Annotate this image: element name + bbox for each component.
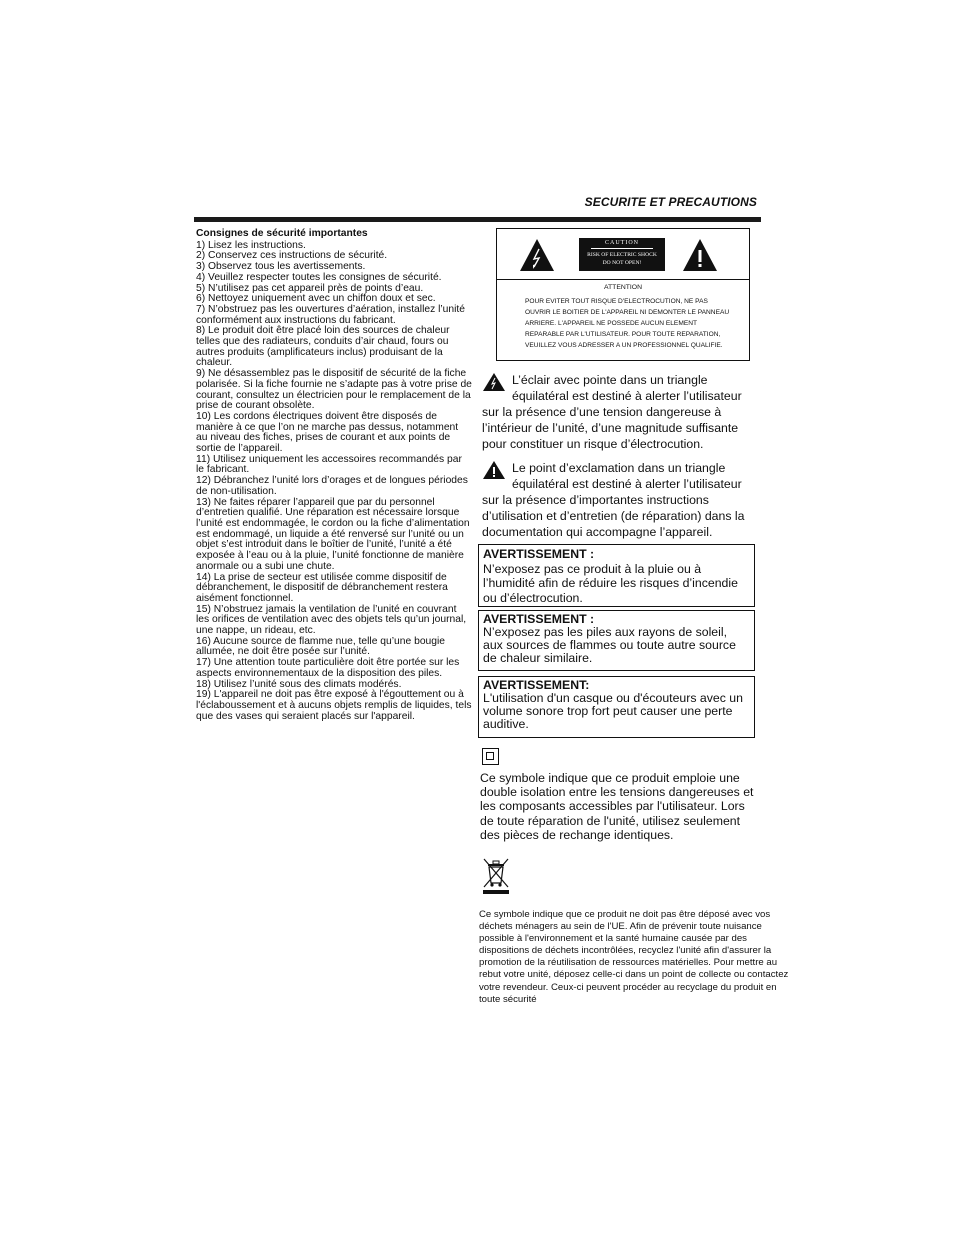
warning-box-batteries xyxy=(478,610,755,671)
list-item: 3) Observez tous les avertissements. xyxy=(196,261,366,273)
safety-instructions-list xyxy=(196,241,472,723)
list-item: 7) N’obstruez pas les ouvertures d’aération, installez l’unité conformément aux instructions du fabricant. xyxy=(196,303,466,326)
warning-title: AVERTISSEMENT : xyxy=(483,547,595,561)
caution-risk-label xyxy=(579,238,665,271)
list-item: 4) Veuillez respecter toutes les consignes de sécurité. xyxy=(196,271,442,283)
lightning-triangle-icon xyxy=(482,372,506,392)
list-item: 9) Ne désassemblez pas le dispositif de sécurité de la fiche polarisée. Si la fiche fournie ne s’adapte pas à votre prise de courant, consultez un électricien pour le remplacement de la prise de courant obsolète. xyxy=(196,368,472,412)
risk-text: RISK OF ELECTRIC SHOCK xyxy=(587,252,657,258)
page-section-title: SECURITE ET PRECAUTIONS xyxy=(584,195,757,209)
warning-box-rain xyxy=(478,544,755,607)
list-item: 8) Le produit doit être placé loin des sources de chaleur telles que des radiateurs, conduits d’air chaud, fours ou autres produits (amplificateurs inclus) produisant de la chaleur. xyxy=(196,325,450,369)
list-item: 17) Une attention toute particulière doit être portée sur les aspects environnementaux de la disposition des piles. xyxy=(196,657,460,679)
do-not-open-text: DO NOT OPEN! xyxy=(602,260,642,266)
double-insulation-icon xyxy=(482,748,499,765)
warning-box-headphones xyxy=(478,676,755,738)
caution-label xyxy=(496,228,750,361)
caution-label-header xyxy=(497,229,749,280)
weee-disposal-text: Ce symbole indique que ce produit ne doit pas être déposé avec vos déchets ménagers au sein de l'UE. Afin de prévenir toute nuisance possible à l'environnement et la santé humaine causée par des dispositions de déchets incontrôlées, recyclez l'unité afin d'assurer la promotion de la réutilisation de ressources matérielles. Pour mettre au rebut votre unité, déposez celle-ci dans un point de collecte ou contactez votre revendeur. Ceux-ci peuvent procéder au recyclage du produit en toute sécurité xyxy=(479,909,789,1005)
list-item: 15) N’obstruez jamais la ventilation de l’unité en couvrant les orifices de ventilation avec des objets tels qu’un journal, une nappe, un rideau, etc. xyxy=(196,603,467,637)
crossed-bin-icon xyxy=(481,856,511,896)
warning-body: L'utilisation d'un casque ou d'écouteurs avec un volume sonore trop fort peut causer une perte auditive. xyxy=(483,691,743,731)
exclamation-explanation xyxy=(482,460,758,540)
safety-instructions xyxy=(196,229,472,722)
attention-body: POUR EVITER TOUT RISQUE D'ELECTROCUTION, NE PAS OUVRIR LE BOITIER DE L'APPAREIL NI DEMONTER LE PANNEAU ARRIERE. L'APPAREIL NE POSSEDE AUCUN ELEMENT REPARABLE PAR L'UTILISATEUR. POUR TOUTE REPARATION, VEUILLEZ VOUS ADRESSER A UN PROFESSIONNEL QUALIFIE. xyxy=(525,298,730,349)
lightning-explanation-text: L’éclair avec pointe dans un triangle équilatéral est destiné à alerter l’utilisateur sur la présence d’une tension dangereuse à l’intérieur de l’unité, d’une magnitude suffisante pour constituer un risque d’électrocution. xyxy=(482,373,742,451)
double-insulation-text: Ce symbole indique que ce produit emploie une double isolation entre les tensions dangereuses et les composants accessibles par l'utilisateur. Lors de toute réparation de l'unité, utilisez seulement des pièces de rechange identiques. xyxy=(480,771,754,842)
caution-word: CAUTION xyxy=(591,239,653,249)
attention-title: ATTENTION xyxy=(603,284,642,291)
exclamation-triangle-icon xyxy=(482,460,506,480)
warning-title: AVERTISSEMENT : xyxy=(483,612,595,626)
list-item: 6) Nettoyez uniquement avec un chiffon doux et sec. xyxy=(196,293,436,305)
list-item: 19) L'appareil ne doit pas être exposé à l'égouttement ou à l'éclaboussement et à aucuns objets remplis de liquides, tels que des vases qui seraient placés sur l'appareil. xyxy=(196,689,472,722)
warning-body: N’exposez pas ce produit à la pluie ou à l’humidité afin de réduire les risques d’incendie ou d’électrocution. xyxy=(483,561,738,605)
list-item: 14) La prise de secteur est utilisée comme dispositif de débranchement, le dispositif de débranchement restera aisément fonctionnel. xyxy=(196,571,448,604)
lightning-explanation xyxy=(482,372,758,452)
list-item: 2) Conservez ces instructions de sécurité. xyxy=(196,250,388,262)
list-item: 13) Ne faites réparer l’appareil que par du personnel d’entretien qualifié. Une réparation est nécessaire lorsque l’unité est endommagée, le cordon ou la fiche d’alimentation est endommagé, un liquide a été renversé sur l’unité ou un objet s’est introduit dans le boîtier de l’unité, l’unité a été exposée à l’eau ou à la pluie, l’unité fonctionne de manière anormale ou a subi une chute. xyxy=(196,496,470,572)
header-rule xyxy=(194,217,761,222)
list-item: 11) Utilisez uniquement les accessoires recommandés par le fabricant. xyxy=(196,453,462,476)
list-item: 18) Utilisez l’unité sous des climats modérés. xyxy=(196,678,402,690)
exclamation-triangle-icon xyxy=(682,238,718,272)
safety-instructions-title: Consignes de sécurité importantes xyxy=(196,228,368,239)
warning-title: AVERTISSEMENT: xyxy=(483,678,590,692)
list-item: 10) Les cordons électriques doivent être disposés de manière à ce que l’on ne marche pas dessus, notamment au niveau des fiches, prises de courant et aux points de sortie de l’appareil. xyxy=(196,410,459,455)
list-item: 1) Lisez les instructions. xyxy=(196,239,306,251)
list-item: 5) N’utilisez pas cet appareil près de points d’eau. xyxy=(196,282,424,294)
lightning-triangle-icon xyxy=(519,238,555,272)
exclamation-explanation-text: Le point d’exclamation dans un triangle équilatéral est destiné à alerter l’utilisateur sur la présence d’importantes instructions d’utilisation et d’entretien (de réparation) dans la documentation qui accompagne l’appareil. xyxy=(482,461,745,539)
warning-body: N’exposez pas les piles aux rayons de soleil, aux sources de flammes ou toute autre source de chaleur similaire. xyxy=(483,625,736,665)
list-item: 12) Débranchez l’unité lors d’orages et de longues périodes de non-utilisation. xyxy=(196,475,468,497)
list-item: 16) Aucune source de flamme nue, telle qu’une bougie allumée, ne doit être posée sur l’unité. xyxy=(196,635,446,658)
